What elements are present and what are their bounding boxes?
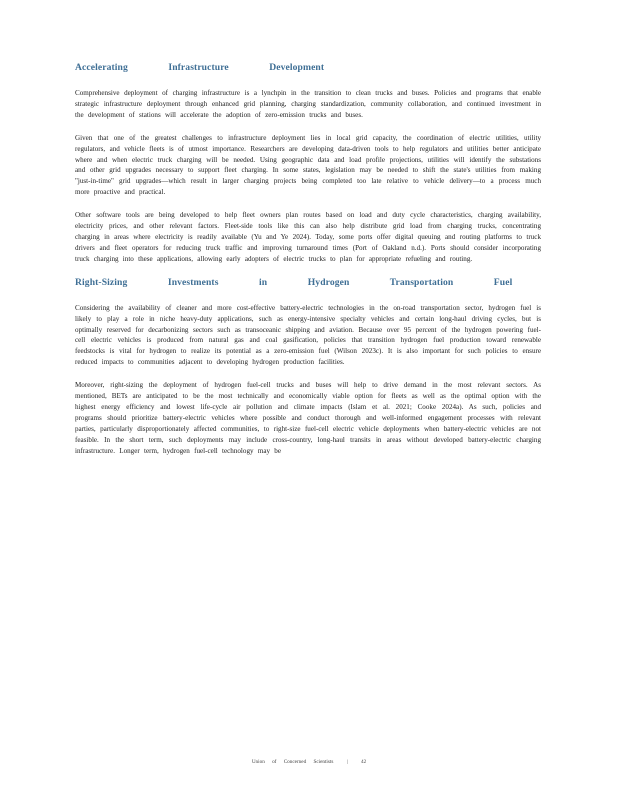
section-infrastructure bbox=[75, 62, 541, 265]
section-heading: Right-Sizing Investments in Hydrogen Transportation Fuel bbox=[75, 276, 513, 288]
paragraph: Moreover, right-sizing the deployment of hydrogen fuel-cell trucks and buses will help to drive demand in the most relevant sectors. As mentioned, BETs are anticipated to be the most technically and economically viable option for fleets as well as the optimal option with the highest energy efficiency and lowest life-cycle air pollution and climate impacts (Islam et al. 2021; Cooke 2024a). As such, policies and programs should prioritize battery-electric vehicles where possible and conduct thorough and well-informed engagement processes with relevant parties, particularly disproportionately affected communities, to right-size fuel-cell electric vehicle deployments when battery-electric vehicles are not feasible. In the short term, such deployments may include cross-country, long-haul transits in areas without developed battery-electric charging infrastructure. Longer term, hydrogen fuel-cell technology may be bbox=[75, 381, 541, 455]
paragraph: Given that one of the greatest challenges to infrastructure deployment lies in local grid capacity, the coordination of electric utilities, utility regulators, and vehicle fleets is of utmost importance. Researchers are developing data-driven tools to help regulators and utilities better anticipate where and when electric truck charging will be needed. Using geographic data and load profile projections, utilities will identify the substations and other grid upgrades necessary to support fleet charging. In some states, legislation may be needed to shift the state's utilities from making "just-in-time" grid upgrades—which result in larger charging projects being completed too late relative to vehicle delivery—to a process much more proactive and practical. bbox=[75, 133, 541, 197]
footer-separator: | bbox=[346, 759, 348, 765]
section-heading: Accelerating Infrastructure Development bbox=[75, 62, 325, 73]
footer-org: Union of Concerned Scientists bbox=[251, 759, 334, 765]
document-body bbox=[75, 62, 541, 468]
paragraph: Comprehensive deployment of charging infrastructure is a lynchpin in the transition to clean trucks and buses. Policies and programs that enable strategic infrastructure deployment through enhanced grid planning, charging standardization, community collaboration, and continued investment in the development of stations will accelerate the adoption of zero-emission trucks and buses. bbox=[75, 89, 541, 119]
section-hydrogen bbox=[75, 277, 541, 457]
paragraph: Other software tools are being developed to help fleet owners plan routes based on load and duty cycle characteristics, charging availability, electricity prices, and other relevant factors. Fleet-side tools like this can also help distribute grid load from charging trucks, concentrating charging in areas where electricity is readily available (Yu and Ye 2024). Today, some ports offer digital queuing and routing platforms to truck drivers and fleet operators for reducing truck traffic and improving turnaround times (Port of Oakland n.d.). Ports should consider incorporating truck charging into these applications, allowing early adopters of electric trucks to plan for appropriate refueling and routing. bbox=[75, 211, 541, 263]
paragraph: Considering the availability of cleaner and more cost-effective battery-electric technologies in the on-road transportation sector, hydrogen fuel is likely to play a role in niche heavy-duty applications, such as energy-intensive specialty vehicles and certain long-haul driving cycles, but is optimally reserved for decarbonizing sectors such as transoceanic shipping and aviation. Because over 95 percent of the hydrogen powering fuel-cell electric vehicles is produced from natural gas and coal gasification, policies that transition hydrogen fuel production toward renewable feedstocks is vital for hydrogen to realize its potential as a zero-emission fuel (Wilson 2023c). It is also important for such policies to ensure reduced impacts to communities adjacent to developing hydrogen production facilities. bbox=[75, 303, 541, 367]
page-number: 42 bbox=[361, 759, 367, 765]
page-footer bbox=[0, 759, 618, 765]
